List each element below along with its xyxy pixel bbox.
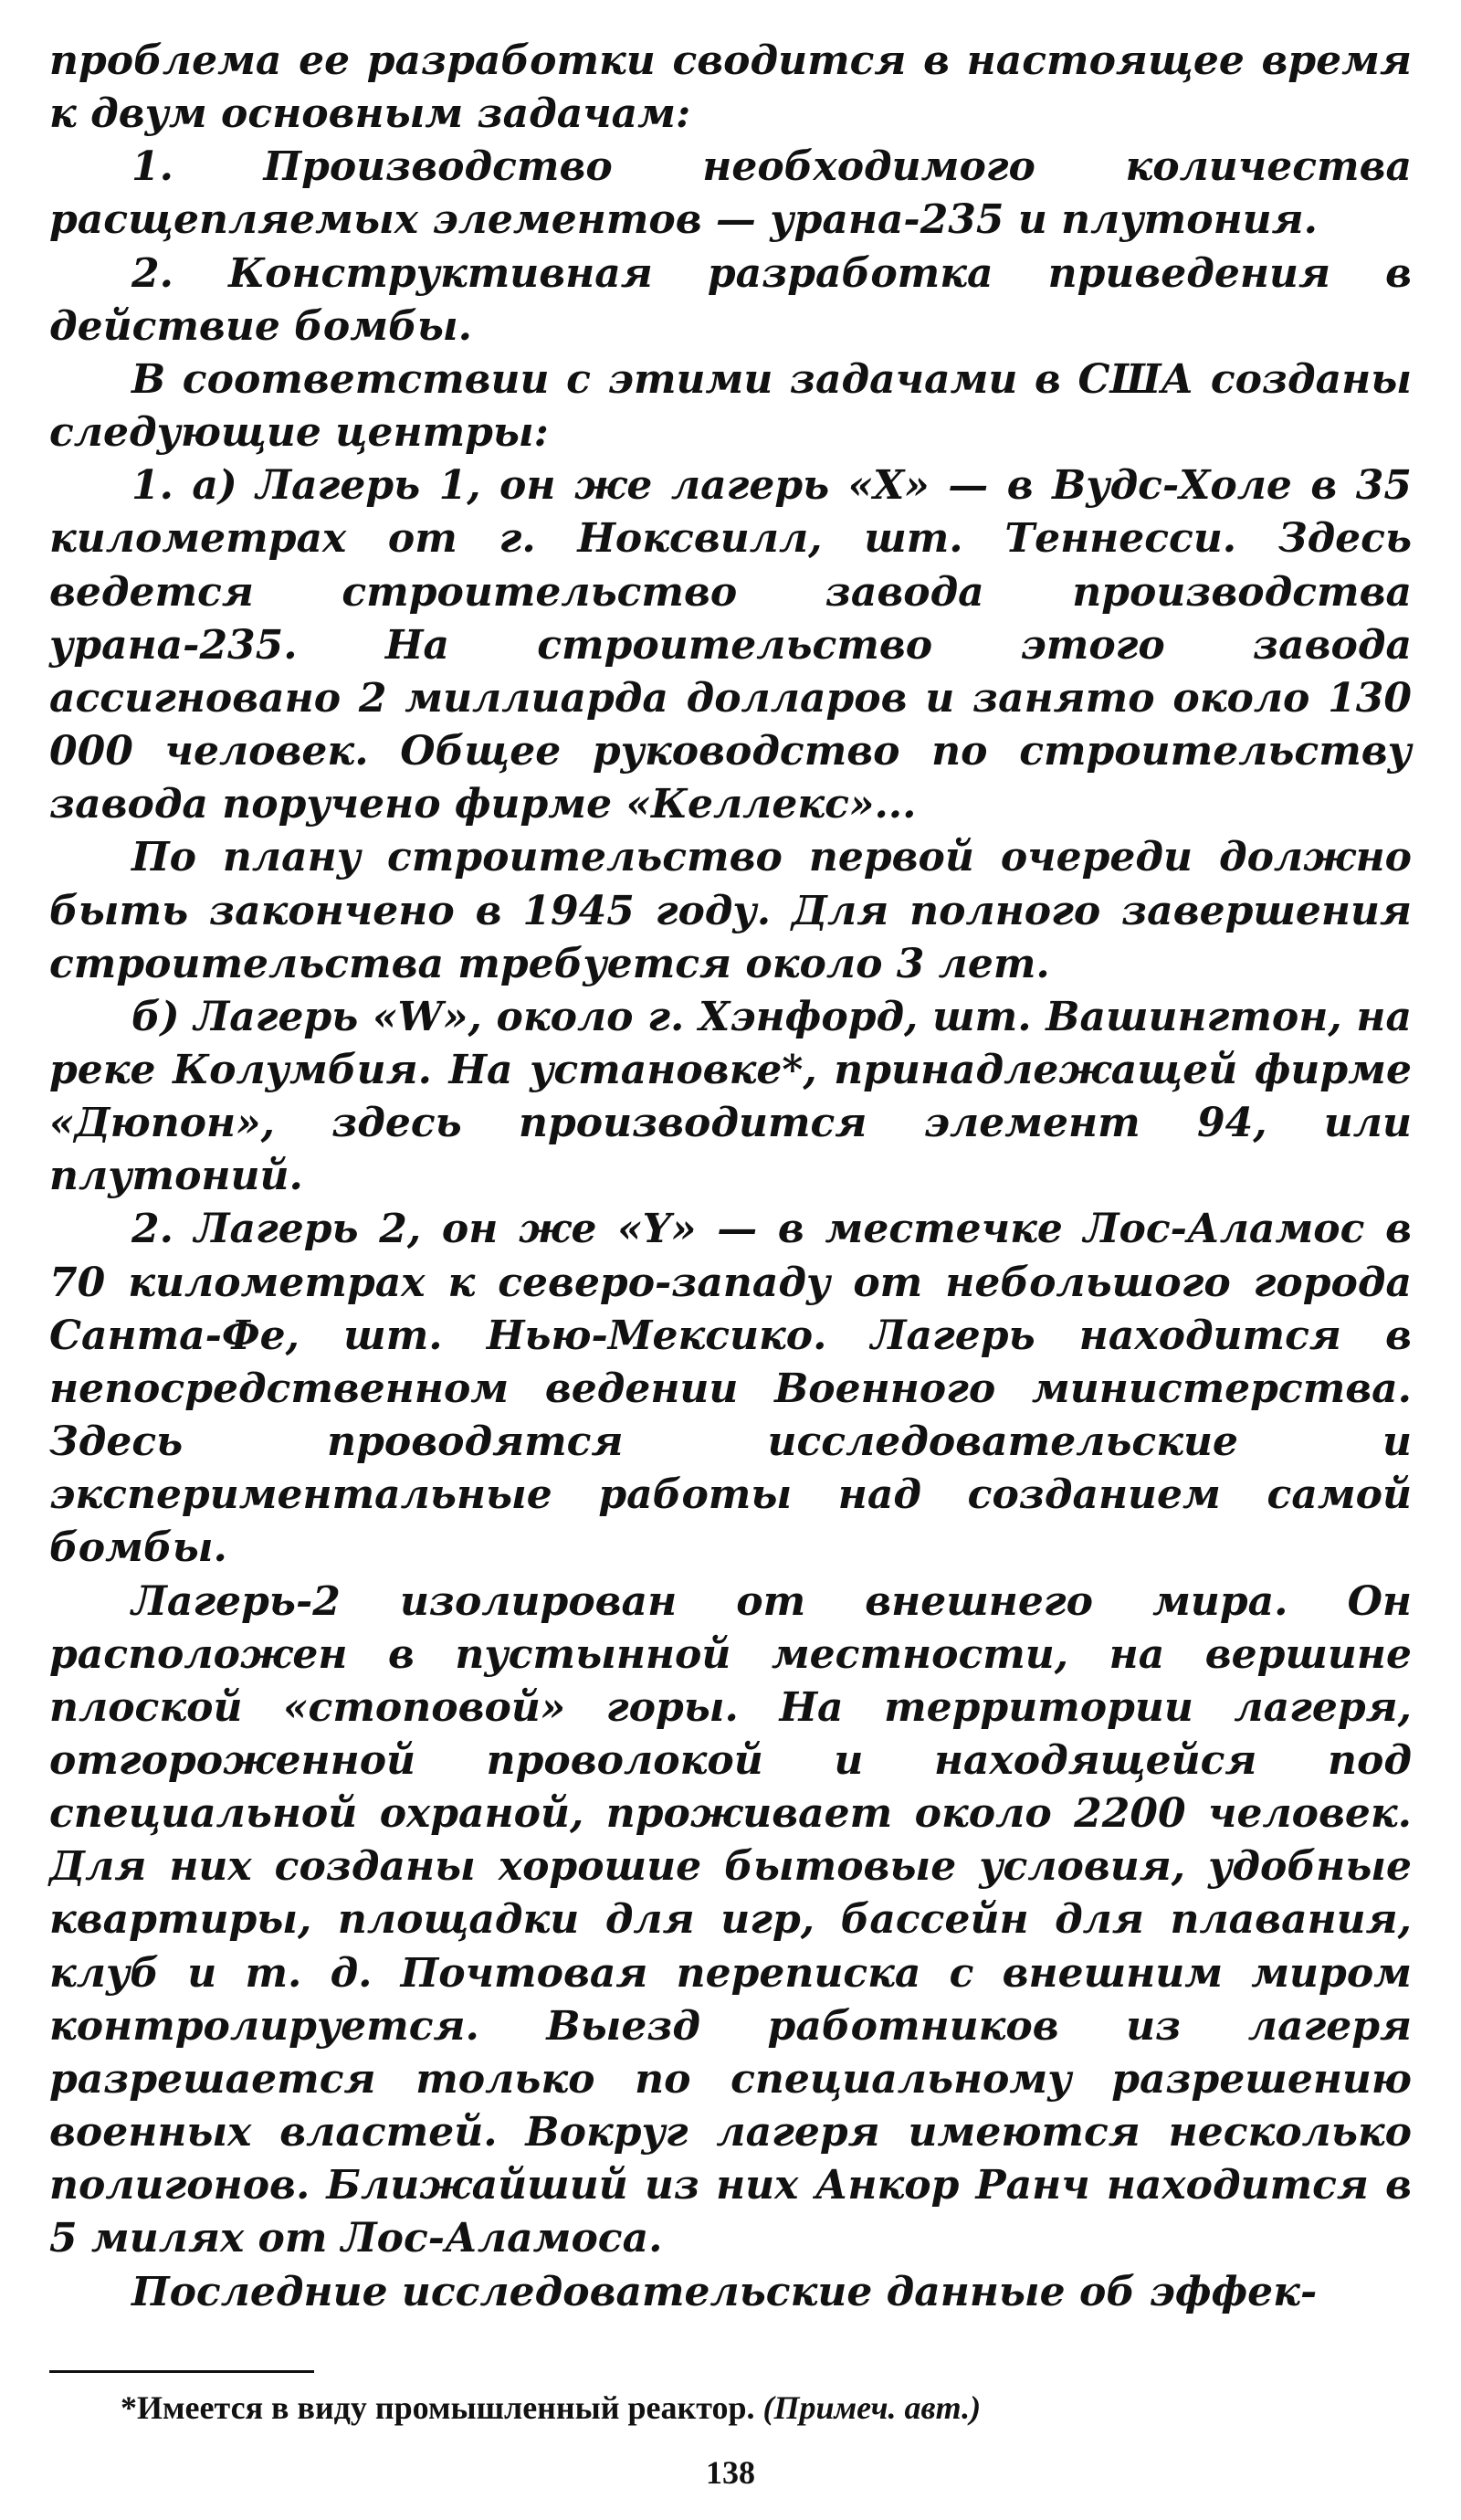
paragraph-6: По плану строительство первой очереди должно быть закончено в 1945 году. Для полного завершения строительства требуется около 3 лет. [49,834,1412,987]
paragraph-4: В соответствии с этими задачами в США созданы следующие центры: [49,355,1412,457]
page-body [49,35,1412,2319]
paragraph-7: б) Лагерь «W», около г. Хэнфорд, шт. Вашингтон, на реке Колумбия. На установке*, принадлежащей фирме «Дюпон», здесь производится элемент 94, или плутоний. [49,993,1412,1200]
paragraph-8: 2. Лагерь 2, он же «Y» — в местечке Лос-Аламос в 70 километрах к северо-западу от небольшого города Санта-Фе, шт. Нью-Мексико. Лагерь находится в непосредственном ведении Военного министерства. Здесь проводятся исследовательские и экспериментальные работы над созданием самой бомбы. [49,1206,1412,1572]
paragraph-3: 2. Конструктивная разработка приведения в действие бомбы. [49,249,1412,350]
footnote-author-note: (Примеч. авт.) [762,2389,982,2426]
footnote [121,2386,1417,2430]
paragraph-1: проблема ее разработки сводится в настоящее время к двум основным задачам: [49,37,1412,138]
paragraph-5: 1. а) Лагерь 1, он же лагерь «Х» — в Вудс-Холе в 35 километрах от г. Ноксвилл, шт. Теннесси. Здесь ведется строительство завода производства урана-235. На строительство этого завода ассигновано 2 миллиарда долларов и занято около 130 000 человек. Общее руководство по строительству завода поручено фирме «Келлекс»... [49,462,1412,828]
paragraph-10: Последние исследовательские данные об эффек- [131,2268,1318,2315]
footnote-text: *Имеется в виду промышленный реактор. [121,2389,755,2426]
footnote-divider [49,2370,314,2373]
page-number: 138 [706,2454,755,2491]
paragraph-2: 1. Производство необходимого количества расщепляемых элементов — урана-235 и плутония. [49,143,1412,244]
paragraph-9: Лагерь-2 изолирован от внешнего мира. Он расположен в пустынной местности, на вершине плоской «стоповой» горы. На территории лагеря, отгороженной проволокой и находящейся под специальной охраной, проживает около 2200 человек. Для них созданы хорошие бытовые условия, удобные квартиры, площадки для игр, бассейн для плавания, клуб и т. д. Почтовая переписка с внешним миром контролируется. Выезд работников из лагеря разрешается только по специальному разрешению военных властей. Вокруг лагеря имеются несколько полигонов. Ближайший из них Анкор Ранч находится в 5 милях от Лос-Аламоса. [49,1577,1412,2262]
